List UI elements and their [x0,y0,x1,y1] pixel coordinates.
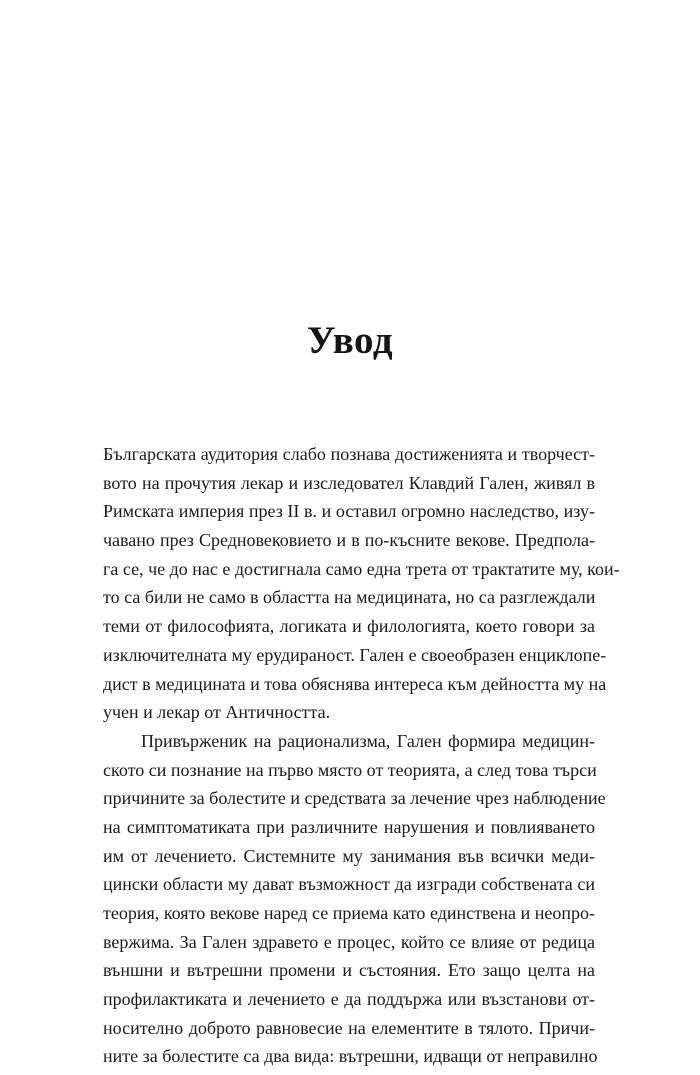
text-line: чавано през Средновековието и в по-късните векове. Предпола- [103,530,595,551]
text-line: цински области му дават възможност да изгради собствената си [103,874,595,895]
text-line: им от лечението. Системните му занимания във всички меди- [103,845,595,866]
text-line: учен и лекар от Античността. [103,702,331,723]
body-text [103,440,620,1071]
text-line: изключителната му ерудираност. Гален е своеобразен енциклопе- [103,644,607,665]
paragraph [103,440,620,727]
text-line: външни и вътрешни промени и състояния. Ето защо целта на [103,960,595,981]
text-line: вержима. За Гален здравето е процес, който се влияе от редица [103,931,595,952]
text-line: теория, която векове наред се приема като единствена и неопро- [103,903,595,923]
text-line: ското си познание на първо място от теорията, а след това търси [103,759,597,780]
text-line: га се, че до нас е достигнала само една трета от трактатите му, кои- [103,558,620,579]
text-line: Привърженик на рационализма, Гален формира медицин- [141,730,595,751]
text-line: ните за болестите са два вида: вътрешни, идващи от неправилно [103,1046,598,1067]
text-line: то са били не само в областта на медицината, но са разглеждали [103,587,596,608]
text-line: профилактиката и лечението е да поддържа или възстанови от- [103,989,595,1010]
text-line: носително доброто равновесие на елементите в тялото. Причи- [103,1017,595,1038]
text-line: причините за болестите и средствата за лечение чрез наблюдение [103,788,606,809]
text-line: теми от философията, логиката и филологията, което говори за [103,616,595,637]
paragraph [103,727,606,1071]
text-line: Римската империя през II в. и оставил огромно наследство, изу- [103,501,595,522]
text-line: вото на прочутия лекар и изследовател Клавдий Гален, живял в [103,472,595,493]
text-line: Българската аудитория слабо познава достиженията и творчест- [103,444,595,464]
text-line: дист в медицината и това обяснява интереса към дейността му на [103,673,607,694]
chapter-title: Увод [306,319,394,362]
text-line: на симптоматиката при различните нарушения и повлияването [103,816,595,837]
